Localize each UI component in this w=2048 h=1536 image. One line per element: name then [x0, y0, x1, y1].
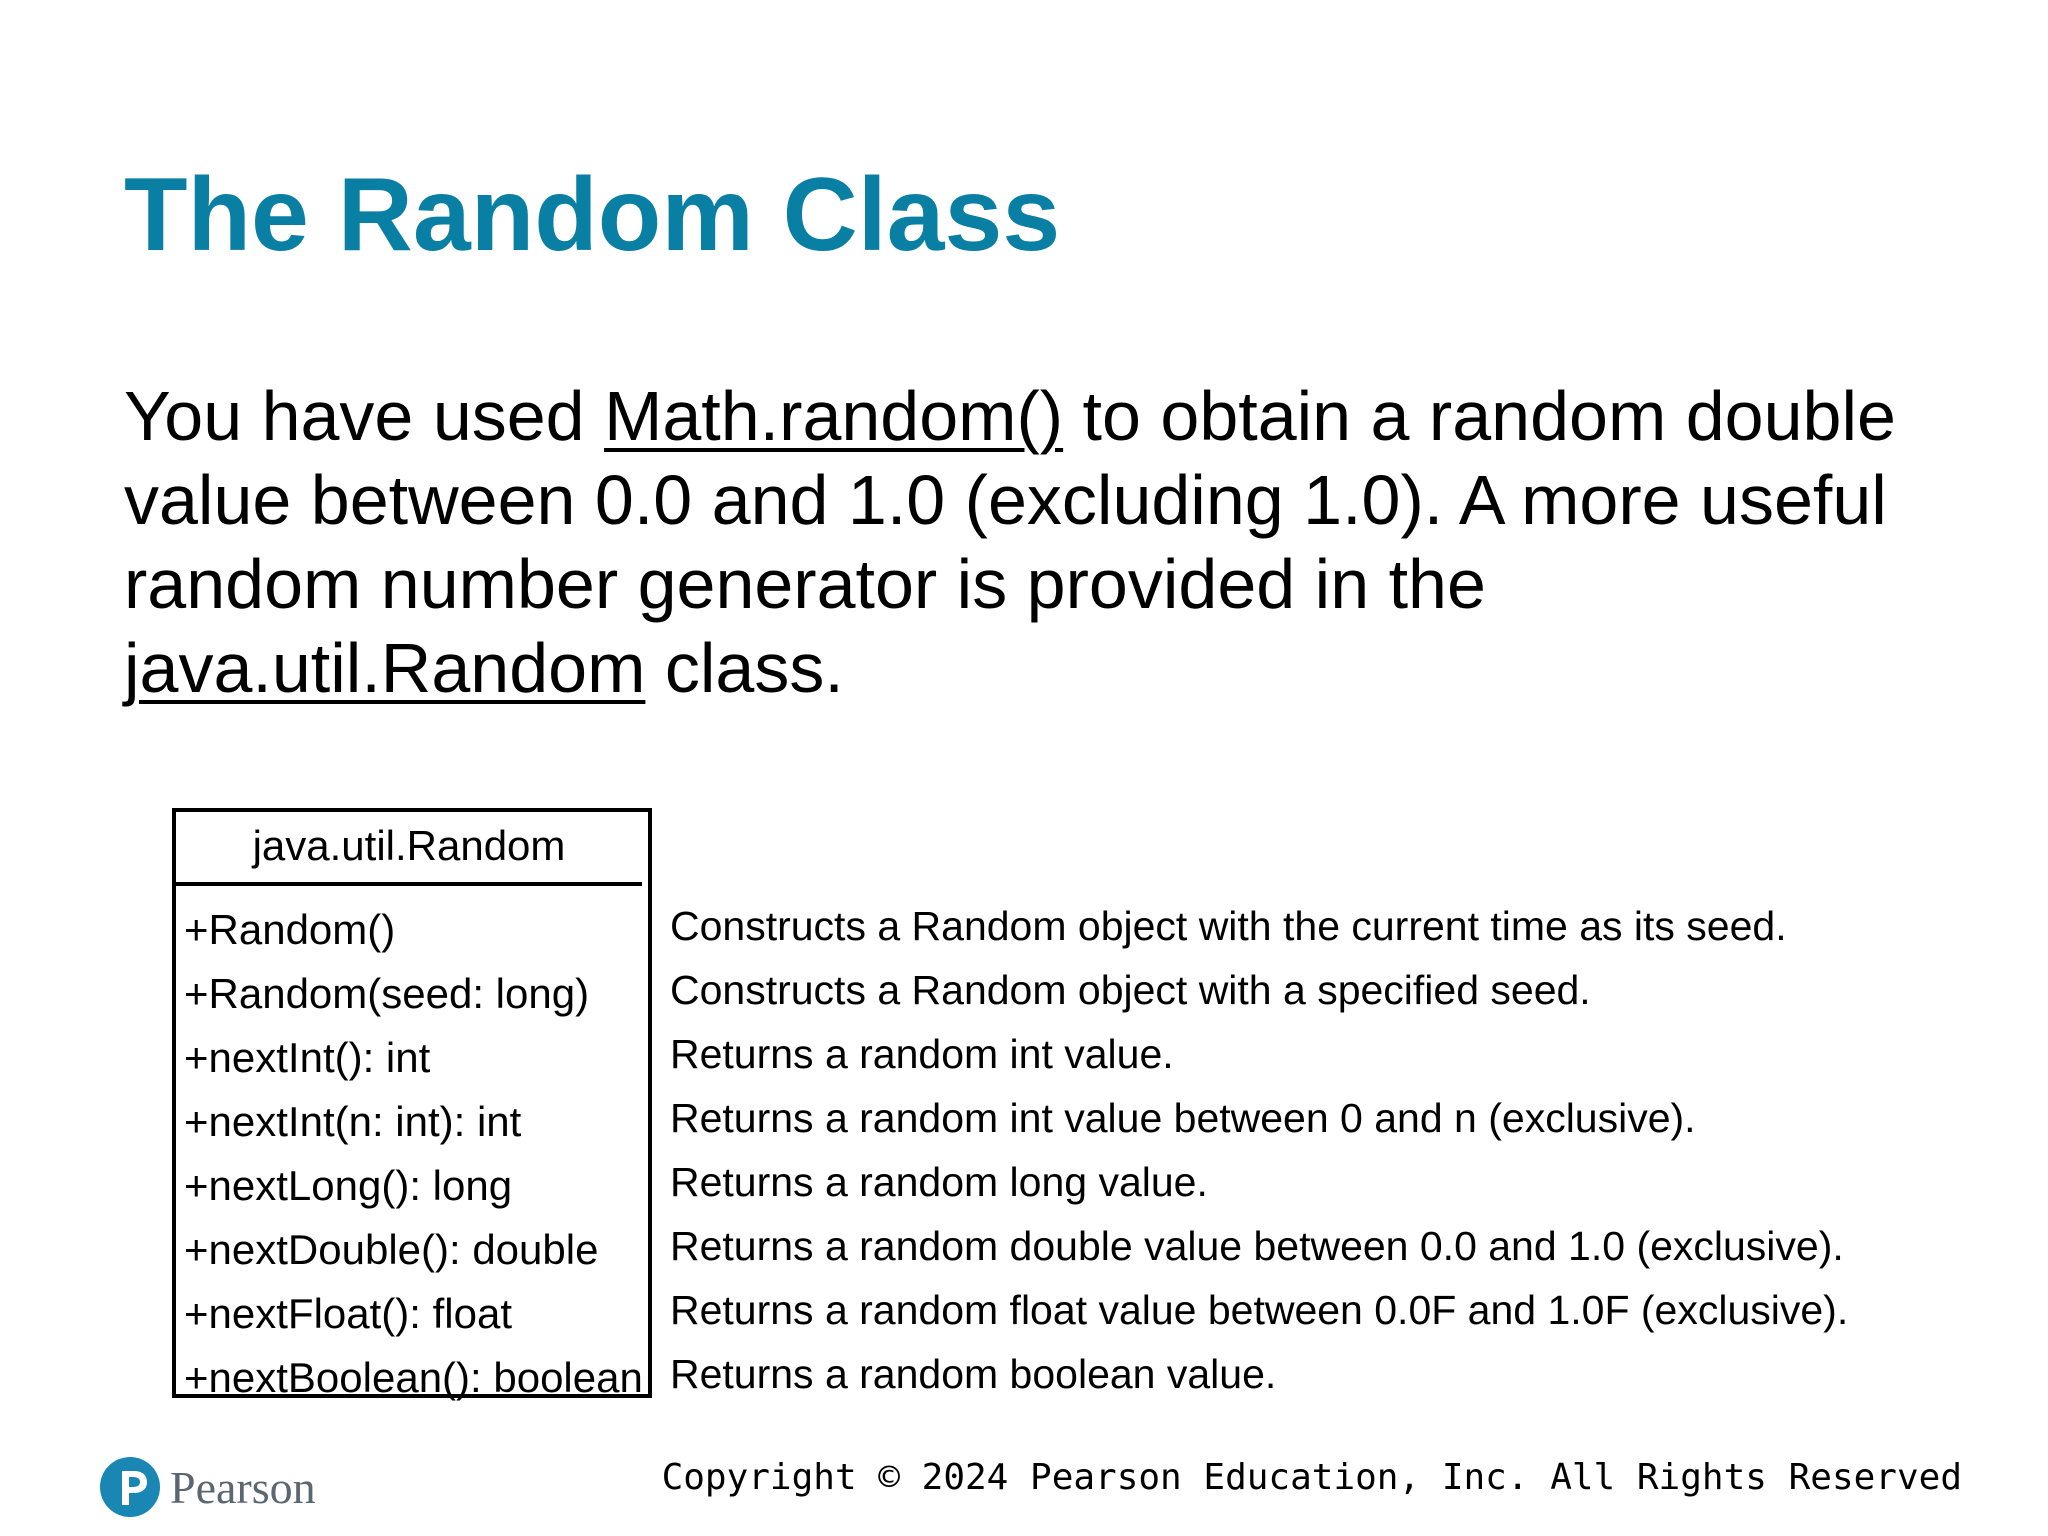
uml-class-name: java.util.Random [176, 812, 642, 886]
uml-method: +nextDouble(): double [184, 1226, 599, 1273]
method-description-list [670, 894, 1848, 1406]
uml-method: +nextInt(): int [184, 1034, 431, 1081]
pearson-logo-icon [98, 1455, 162, 1519]
uml-method: +Random(seed: long) [184, 970, 590, 1017]
method-description: Constructs a Random object with the current time as its seed. [670, 903, 1787, 949]
intro-text-2: to obtain a random double value between 0.0 and 1.0 (excluding 1.0). A more useful random number generator is provided in the [124, 377, 1896, 623]
uml-method-list [184, 898, 643, 1410]
uml-method: +nextLong(): long [184, 1162, 513, 1209]
uml-class-diagram [172, 808, 652, 1401]
intro-paragraph [124, 374, 1964, 710]
method-description: Returns a random long value. [670, 1159, 1208, 1205]
uml-method: +nextInt(n: int): int [184, 1098, 522, 1145]
method-description: Returns a random boolean value. [670, 1351, 1277, 1397]
intro-text-1: You have used [124, 377, 605, 455]
uml-method: +nextFloat(): float [184, 1290, 512, 1337]
method-description: Constructs a Random object with a specified seed. [670, 967, 1591, 1013]
uml-method: +nextBoolean(): boolean [184, 1354, 643, 1401]
slide-title: The Random Class [124, 157, 1061, 273]
intro-text-3: class. [645, 629, 844, 707]
method-description: Returns a random int value. [670, 1031, 1174, 1077]
math-random-reference: Math.random() [604, 377, 1064, 455]
pearson-logo [98, 1452, 316, 1522]
method-description: Returns a random float value between 0.0F and 1.0F (exclusive). [670, 1287, 1849, 1333]
uml-method: +Random() [184, 906, 396, 953]
java-util-random-reference: java.util.Random [124, 629, 646, 707]
pearson-logo-text: Pearson [170, 1461, 316, 1513]
method-description: Returns a random double value between 0.0 and 1.0 (exclusive). [670, 1223, 1844, 1269]
method-description: Returns a random int value between 0 and n (exclusive). [670, 1095, 1696, 1141]
copyright-notice: Copyright © 2024 Pearson Education, Inc. All Rights Reserved [661, 1457, 1962, 1498]
